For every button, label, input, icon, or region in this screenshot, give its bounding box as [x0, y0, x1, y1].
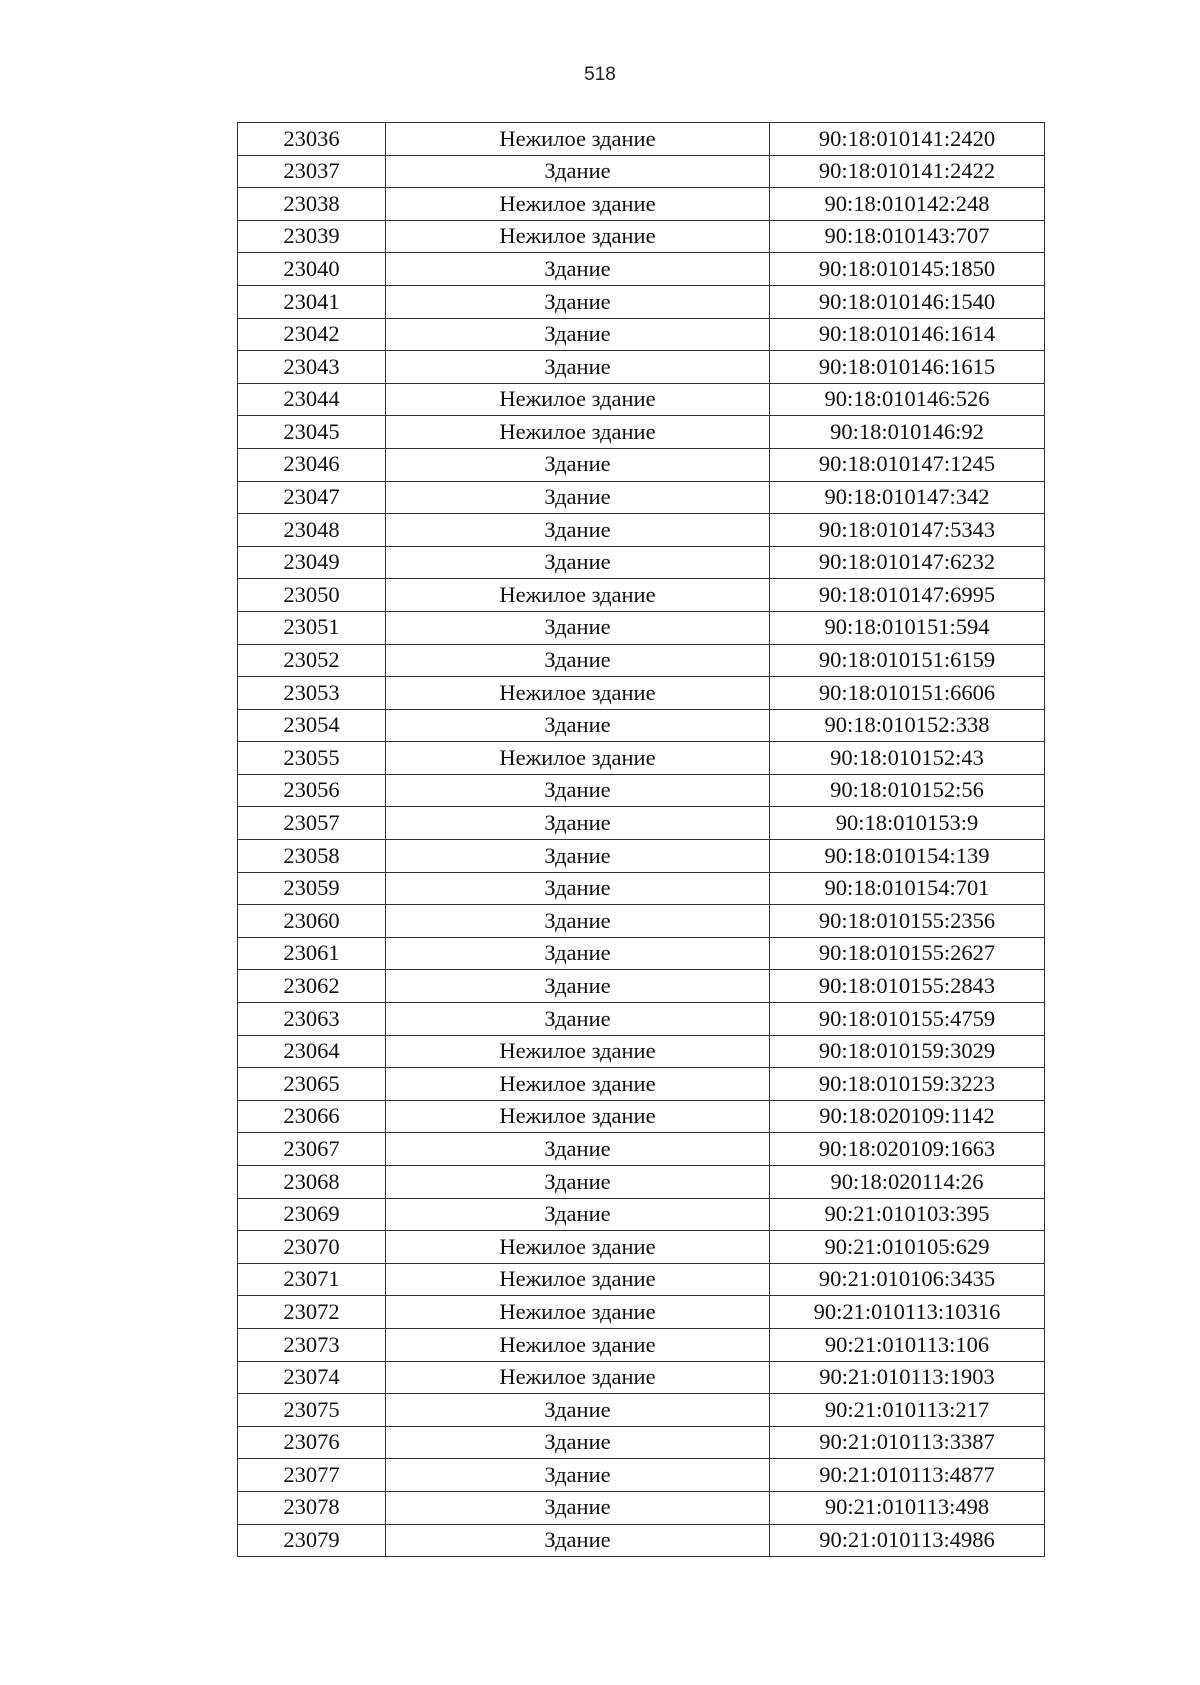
cadastral-number-cell: 90:18:010155:4759 [770, 1003, 1045, 1036]
row-number-cell: 23045 [238, 416, 386, 449]
table-row [238, 677, 1045, 710]
cadastral-number-cell: 90:18:010146:1614 [770, 318, 1045, 351]
table-row [238, 1394, 1045, 1427]
row-number-cell: 23060 [238, 905, 386, 938]
table-row [238, 1035, 1045, 1068]
cadastral-number-cell: 90:18:010145:1850 [770, 253, 1045, 286]
cadastral-number-cell: 90:18:010146:1540 [770, 285, 1045, 318]
object-type-cell: Нежилое здание [386, 1263, 770, 1296]
cadastral-number-cell: 90:18:010159:3029 [770, 1035, 1045, 1068]
object-type-cell: Здание [386, 905, 770, 938]
cadastral-number-cell: 90:18:010147:6995 [770, 579, 1045, 612]
table-row [238, 188, 1045, 221]
object-type-cell: Нежилое здание [386, 123, 770, 156]
object-type-cell: Здание [386, 481, 770, 514]
cadastral-number-cell: 90:18:010147:5343 [770, 514, 1045, 547]
object-type-cell: Нежилое здание [386, 1035, 770, 1068]
row-number-cell: 23076 [238, 1426, 386, 1459]
object-type-cell: Здание [386, 1491, 770, 1524]
table-row [238, 579, 1045, 612]
cadastral-number-cell: 90:18:020109:1142 [770, 1100, 1045, 1133]
cadastral-number-cell: 90:18:010147:6232 [770, 546, 1045, 579]
cadastral-number-cell: 90:21:010113:498 [770, 1491, 1045, 1524]
row-number-cell: 23077 [238, 1459, 386, 1492]
cadastral-number-cell: 90:18:010146:526 [770, 383, 1045, 416]
object-type-cell: Нежилое здание [386, 1068, 770, 1101]
row-number-cell: 23053 [238, 677, 386, 710]
object-type-cell: Здание [386, 937, 770, 970]
cadastral-number-cell: 90:18:010152:56 [770, 774, 1045, 807]
row-number-cell: 23069 [238, 1198, 386, 1231]
object-type-cell: Здание [386, 546, 770, 579]
page-number: 518 [584, 64, 616, 85]
cadastral-number-cell: 90:18:010151:594 [770, 611, 1045, 644]
cadastral-number-cell: 90:21:010106:3435 [770, 1263, 1045, 1296]
table-row [238, 481, 1045, 514]
cadastral-number-cell: 90:21:010113:10316 [770, 1296, 1045, 1329]
object-type-cell: Здание [386, 514, 770, 547]
table-row [238, 611, 1045, 644]
cadastral-number-cell: 90:18:010159:3223 [770, 1068, 1045, 1101]
table-row [238, 840, 1045, 873]
row-number-cell: 23063 [238, 1003, 386, 1036]
table-row [238, 1166, 1045, 1199]
cadastral-number-cell: 90:21:010113:4877 [770, 1459, 1045, 1492]
object-type-cell: Нежилое здание [386, 1361, 770, 1394]
object-type-cell: Здание [386, 872, 770, 905]
row-number-cell: 23049 [238, 546, 386, 579]
object-type-cell: Нежилое здание [386, 188, 770, 221]
cadastral-number-cell: 90:21:010113:106 [770, 1328, 1045, 1361]
object-type-cell: Нежилое здание [386, 1328, 770, 1361]
object-type-cell: Здание [386, 1133, 770, 1166]
cadastral-number-cell: 90:18:010155:2356 [770, 905, 1045, 938]
object-type-cell: Нежилое здание [386, 383, 770, 416]
object-type-cell: Здание [386, 318, 770, 351]
row-number-cell: 23071 [238, 1263, 386, 1296]
table-row [238, 872, 1045, 905]
cadastral-number-cell: 90:18:010153:9 [770, 807, 1045, 840]
row-number-cell: 23046 [238, 448, 386, 481]
object-type-cell: Нежилое здание [386, 1100, 770, 1133]
row-number-cell: 23066 [238, 1100, 386, 1133]
object-type-cell: Здание [386, 1394, 770, 1427]
table-row [238, 1068, 1045, 1101]
row-number-cell: 23070 [238, 1231, 386, 1264]
row-number-cell: 23041 [238, 285, 386, 318]
table-row [238, 742, 1045, 775]
object-type-cell: Здание [386, 1426, 770, 1459]
table-row [238, 807, 1045, 840]
table-row [238, 1263, 1045, 1296]
row-number-cell: 23052 [238, 644, 386, 677]
object-type-cell: Здание [386, 1198, 770, 1231]
row-number-cell: 23068 [238, 1166, 386, 1199]
object-type-cell: Нежилое здание [386, 579, 770, 612]
table-row [238, 448, 1045, 481]
table-row [238, 546, 1045, 579]
table-row [238, 709, 1045, 742]
row-number-cell: 23067 [238, 1133, 386, 1166]
table-row [238, 285, 1045, 318]
table-row [238, 1133, 1045, 1166]
object-type-cell: Нежилое здание [386, 220, 770, 253]
cadastral-number-cell: 90:18:010152:338 [770, 709, 1045, 742]
cadastral-number-cell: 90:18:010155:2627 [770, 937, 1045, 970]
row-number-cell: 23075 [238, 1394, 386, 1427]
table-row [238, 416, 1045, 449]
object-type-cell: Здание [386, 285, 770, 318]
cadastral-number-cell: 90:21:010103:395 [770, 1198, 1045, 1231]
object-type-cell: Здание [386, 611, 770, 644]
row-number-cell: 23062 [238, 970, 386, 1003]
cadastral-number-cell: 90:18:010143:707 [770, 220, 1045, 253]
cadastral-number-cell: 90:18:010154:701 [770, 872, 1045, 905]
table-row [238, 318, 1045, 351]
cadastral-number-cell: 90:18:020109:1663 [770, 1133, 1045, 1166]
table-row [238, 1459, 1045, 1492]
table-row [238, 1361, 1045, 1394]
cadastral-number-cell: 90:18:010146:1615 [770, 351, 1045, 384]
cadastral-number-cell: 90:18:010147:1245 [770, 448, 1045, 481]
row-number-cell: 23054 [238, 709, 386, 742]
cadastral-number-cell: 90:18:010146:92 [770, 416, 1045, 449]
table-row [238, 1491, 1045, 1524]
row-number-cell: 23056 [238, 774, 386, 807]
object-type-cell: Здание [386, 351, 770, 384]
cadastral-number-cell: 90:18:010151:6606 [770, 677, 1045, 710]
row-number-cell: 23073 [238, 1328, 386, 1361]
row-number-cell: 23050 [238, 579, 386, 612]
object-type-cell: Здание [386, 1166, 770, 1199]
object-type-cell: Здание [386, 709, 770, 742]
row-number-cell: 23079 [238, 1524, 386, 1557]
row-number-cell: 23036 [238, 123, 386, 156]
row-number-cell: 23044 [238, 383, 386, 416]
registry-table [237, 122, 1045, 1557]
row-number-cell: 23055 [238, 742, 386, 775]
table-row [238, 1231, 1045, 1264]
row-number-cell: 23047 [238, 481, 386, 514]
row-number-cell: 23059 [238, 872, 386, 905]
cadastral-number-cell: 90:18:010141:2422 [770, 155, 1045, 188]
registry-table-body [238, 123, 1045, 1557]
object-type-cell: Здание [386, 253, 770, 286]
cadastral-number-cell: 90:21:010105:629 [770, 1231, 1045, 1264]
object-type-cell: Нежилое здание [386, 1296, 770, 1329]
row-number-cell: 23038 [238, 188, 386, 221]
row-number-cell: 23074 [238, 1361, 386, 1394]
cadastral-number-cell: 90:18:020114:26 [770, 1166, 1045, 1199]
row-number-cell: 23037 [238, 155, 386, 188]
object-type-cell: Здание [386, 644, 770, 677]
table-row [238, 937, 1045, 970]
table-row [238, 644, 1045, 677]
table-row [238, 1100, 1045, 1133]
row-number-cell: 23078 [238, 1491, 386, 1524]
row-number-cell: 23048 [238, 514, 386, 547]
table-row [238, 123, 1045, 156]
object-type-cell: Нежилое здание [386, 677, 770, 710]
cadastral-number-cell: 90:21:010113:1903 [770, 1361, 1045, 1394]
row-number-cell: 23065 [238, 1068, 386, 1101]
cadastral-number-cell: 90:18:010151:6159 [770, 644, 1045, 677]
cadastral-number-cell: 90:21:010113:3387 [770, 1426, 1045, 1459]
object-type-cell: Нежилое здание [386, 1231, 770, 1264]
table-row [238, 1003, 1045, 1036]
table-row [238, 1426, 1045, 1459]
object-type-cell: Здание [386, 1524, 770, 1557]
row-number-cell: 23064 [238, 1035, 386, 1068]
table-row [238, 351, 1045, 384]
row-number-cell: 23058 [238, 840, 386, 873]
object-type-cell: Здание [386, 774, 770, 807]
cadastral-number-cell: 90:18:010154:139 [770, 840, 1045, 873]
table-row [238, 970, 1045, 1003]
row-number-cell: 23057 [238, 807, 386, 840]
row-number-cell: 23040 [238, 253, 386, 286]
table-row [238, 774, 1045, 807]
row-number-cell: 23072 [238, 1296, 386, 1329]
table-row [238, 253, 1045, 286]
table-row [238, 905, 1045, 938]
object-type-cell: Здание [386, 1459, 770, 1492]
table-row [238, 155, 1045, 188]
cadastral-number-cell: 90:18:010141:2420 [770, 123, 1045, 156]
object-type-cell: Здание [386, 1003, 770, 1036]
table-row [238, 1524, 1045, 1557]
cadastral-number-cell: 90:18:010142:248 [770, 188, 1045, 221]
table-row [238, 1198, 1045, 1231]
row-number-cell: 23042 [238, 318, 386, 351]
table-row [238, 220, 1045, 253]
row-number-cell: 23039 [238, 220, 386, 253]
object-type-cell: Здание [386, 807, 770, 840]
table-row [238, 514, 1045, 547]
cadastral-number-cell: 90:18:010155:2843 [770, 970, 1045, 1003]
object-type-cell: Нежилое здание [386, 742, 770, 775]
object-type-cell: Здание [386, 840, 770, 873]
cadastral-number-cell: 90:18:010152:43 [770, 742, 1045, 775]
row-number-cell: 23061 [238, 937, 386, 970]
cadastral-number-cell: 90:18:010147:342 [770, 481, 1045, 514]
object-type-cell: Здание [386, 448, 770, 481]
row-number-cell: 23043 [238, 351, 386, 384]
table-row [238, 383, 1045, 416]
row-number-cell: 23051 [238, 611, 386, 644]
cadastral-number-cell: 90:21:010113:4986 [770, 1524, 1045, 1557]
table-row [238, 1296, 1045, 1329]
object-type-cell: Здание [386, 155, 770, 188]
object-type-cell: Здание [386, 970, 770, 1003]
object-type-cell: Нежилое здание [386, 416, 770, 449]
table-row [238, 1328, 1045, 1361]
cadastral-number-cell: 90:21:010113:217 [770, 1394, 1045, 1427]
